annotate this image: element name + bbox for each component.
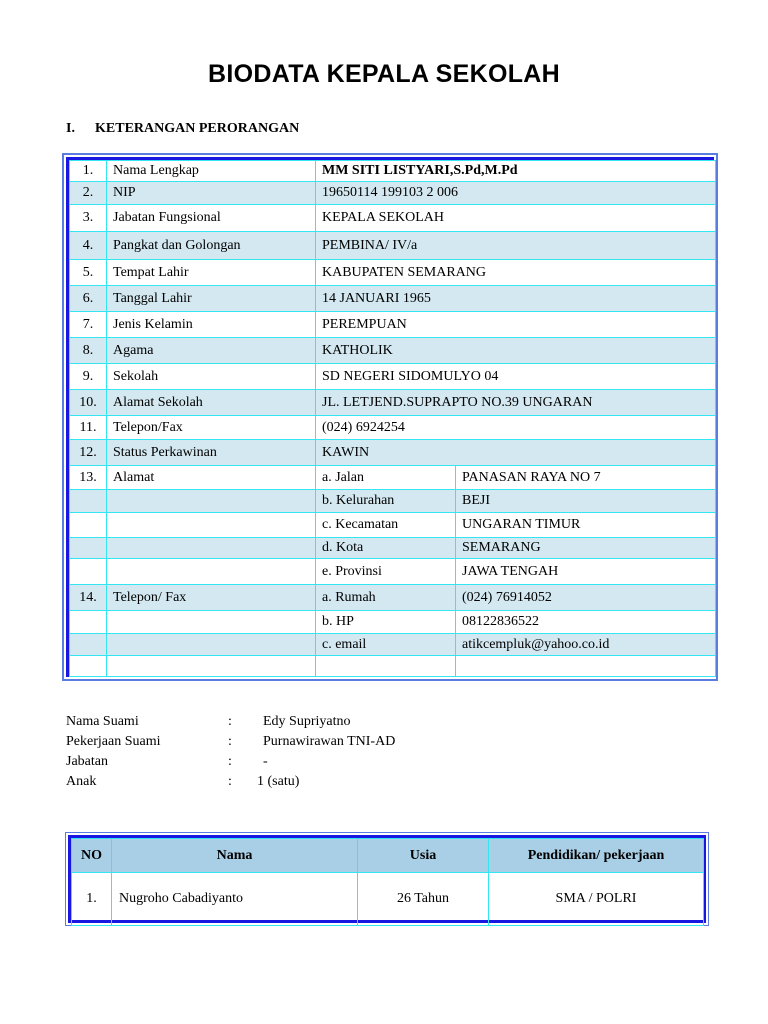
row-value: JL. LETJEND.SUPRAPTO NO.39 UNGARAN	[316, 390, 716, 416]
row-label: Tanggal Lahir	[107, 286, 316, 312]
section-number: I.	[66, 121, 75, 136]
row-number: 3.	[70, 205, 107, 232]
row-label: Tempat Lahir	[107, 260, 316, 286]
phone-key: c. email	[316, 634, 456, 656]
table-row	[70, 390, 716, 416]
address-key: d. Kota	[316, 538, 456, 559]
address-value: JAWA TENGAH	[456, 559, 716, 585]
info-colon: :	[228, 734, 232, 749]
address-key: c. Kecamatan	[316, 513, 456, 538]
column-header: Usia	[358, 839, 489, 873]
children-table-frame	[65, 832, 709, 926]
phone-key: a. Rumah	[316, 585, 456, 611]
phone-value: 08122836522	[456, 611, 716, 634]
row-label: Pangkat dan Golongan	[107, 232, 316, 260]
row-label: Telepon/Fax	[107, 416, 316, 440]
table-row	[70, 490, 716, 513]
column-header: NO	[72, 839, 112, 873]
info-label: Jabatan	[66, 754, 108, 769]
row-label: NIP	[107, 182, 316, 205]
column-header: Nama	[112, 839, 358, 873]
child-name: Nugroho Cabadiyanto	[112, 873, 358, 926]
row-number: 8.	[70, 338, 107, 364]
table-row	[70, 232, 716, 260]
info-value: 1 (satu)	[257, 774, 300, 789]
info-value: Purnawirawan TNI-AD	[263, 734, 396, 749]
info-value: -	[263, 754, 268, 769]
address-value: SEMARANG	[456, 538, 716, 559]
table-row	[70, 466, 716, 490]
row-number: 4.	[70, 232, 107, 260]
row-value: KAWIN	[316, 440, 716, 466]
address-key: a. Jalan	[316, 466, 456, 490]
row-number: 7.	[70, 312, 107, 338]
row-value: 19650114 199103 2 006	[316, 182, 716, 205]
info-label: Pekerjaan Suami	[66, 734, 161, 749]
table-row	[72, 873, 704, 926]
address-value: BEJI	[456, 490, 716, 513]
table-row	[70, 611, 716, 634]
document-title: BIODATA KEPALA SEKOLAH	[208, 60, 560, 88]
row-value: MM SITI LISTYARI,S.Pd,M.Pd	[316, 161, 716, 182]
row-number: 5.	[70, 260, 107, 286]
row-label: Jenis Kelamin	[107, 312, 316, 338]
table-row	[70, 364, 716, 390]
table-row	[70, 513, 716, 538]
child-education: SMA / POLRI	[489, 873, 704, 926]
info-colon: :	[228, 774, 232, 789]
table-row	[70, 416, 716, 440]
row-label: Alamat	[107, 466, 316, 490]
section-title: KETERANGAN PERORANGAN	[95, 121, 300, 136]
row-value: 14 JANUARI 1965	[316, 286, 716, 312]
row-number: 1.	[70, 161, 107, 182]
info-colon: :	[228, 754, 232, 769]
row-value: PEMBINA/ IV/a	[316, 232, 716, 260]
email-value: atikcempluk@yahoo.co.id	[456, 634, 716, 656]
row-number: 14.	[70, 585, 107, 611]
section-heading	[66, 121, 299, 137]
table-row	[70, 182, 716, 205]
row-label: Telepon/ Fax	[107, 585, 316, 611]
table-row	[70, 286, 716, 312]
row-label: Status Perkawinan	[107, 440, 316, 466]
info-row	[66, 712, 466, 732]
info-row	[66, 772, 466, 792]
table-row	[70, 312, 716, 338]
table-row	[70, 559, 716, 585]
table-row	[70, 205, 716, 232]
row-value: SD NEGERI SIDOMULYO 04	[316, 364, 716, 390]
row-label: Alamat Sekolah	[107, 390, 316, 416]
phone-value: (024) 76914052	[456, 585, 716, 611]
table-row	[70, 634, 716, 656]
row-number: 2.	[70, 182, 107, 205]
info-label: Anak	[66, 774, 97, 789]
address-value: UNGARAN TIMUR	[456, 513, 716, 538]
row-number: 10.	[70, 390, 107, 416]
table-header-row	[72, 839, 704, 873]
row-label: Agama	[107, 338, 316, 364]
info-colon: :	[228, 714, 232, 729]
row-value: PEREMPUAN	[316, 312, 716, 338]
column-header: Pendidikan/ pekerjaan	[489, 839, 704, 873]
table-row	[70, 538, 716, 559]
address-value: PANASAN RAYA NO 7	[456, 466, 716, 490]
row-label: Jabatan Fungsional	[107, 205, 316, 232]
biodata-table	[69, 160, 716, 677]
row-number: 9.	[70, 364, 107, 390]
table-row	[70, 260, 716, 286]
row-number: 13.	[70, 466, 107, 490]
row-value: KATHOLIK	[316, 338, 716, 364]
info-label: Nama Suami	[66, 714, 139, 729]
phone-key: b. HP	[316, 611, 456, 634]
table-row	[70, 585, 716, 611]
table-row	[70, 161, 716, 182]
child-no: 1.	[72, 873, 112, 926]
row-number: 11.	[70, 416, 107, 440]
row-number: 6.	[70, 286, 107, 312]
address-key: e. Provinsi	[316, 559, 456, 585]
address-key: b. Kelurahan	[316, 490, 456, 513]
spouse-info	[66, 712, 466, 792]
row-value: KEPALA SEKOLAH	[316, 205, 716, 232]
row-value: (024) 6924254	[316, 416, 716, 440]
biodata-table-frame	[62, 153, 718, 681]
row-value: KABUPATEN SEMARANG	[316, 260, 716, 286]
info-row	[66, 752, 466, 772]
row-label: Sekolah	[107, 364, 316, 390]
row-number: 12.	[70, 440, 107, 466]
info-row	[66, 732, 466, 752]
info-value: Edy Supriyatno	[263, 714, 351, 729]
table-row	[70, 656, 716, 677]
children-table	[71, 838, 704, 926]
row-label: Nama Lengkap	[107, 161, 316, 182]
table-row	[70, 440, 716, 466]
child-age: 26 Tahun	[358, 873, 489, 926]
table-row	[70, 338, 716, 364]
